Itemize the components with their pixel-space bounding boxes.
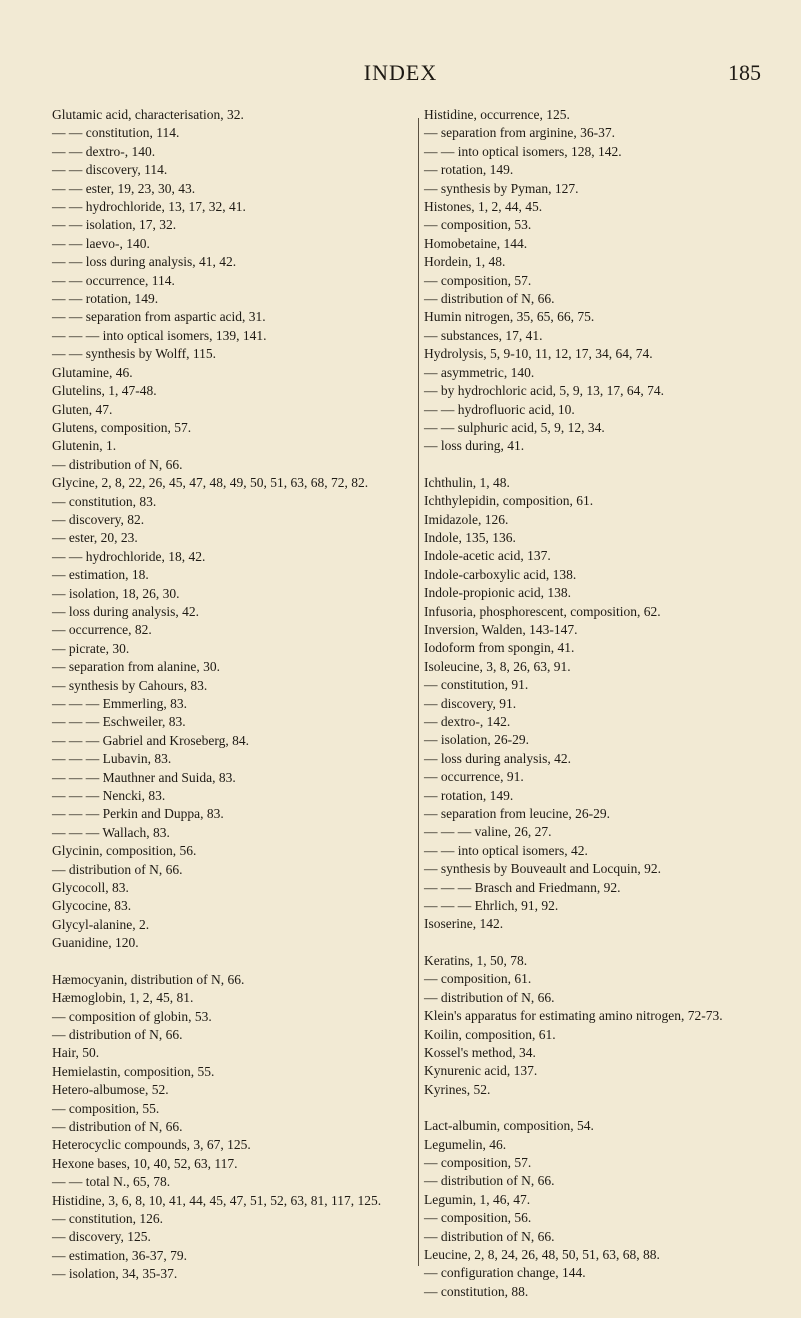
index-entry: Ichthulin, 1, 48. <box>424 474 510 490</box>
index-entry: Histidine, occurrence, 125. <box>424 107 570 122</box>
index-entry: — — — Wallach, 83. <box>52 824 170 840</box>
index-entry: — picrate, 30. <box>52 640 130 656</box>
index-entry: Legumelin, 46. <box>424 1136 507 1152</box>
index-entry: — — synthesis by Wolff, 115. <box>52 346 217 362</box>
index-entry: Iodoform from spongin, 41. <box>424 640 575 656</box>
index-entry: Imidazole, 126. <box>424 511 509 527</box>
index-entry: Indole-acetic acid, 137. <box>424 548 551 564</box>
index-entry: Isoleucine, 3, 8, 26, 63, 91. <box>424 658 571 674</box>
index-entry: Gluten, 47. <box>52 401 113 417</box>
index-entry: — occurrence, 91. <box>424 769 524 785</box>
index-entry: — isolation, 26-29. <box>424 732 529 748</box>
index-entry: — loss during analysis, 42. <box>424 750 571 766</box>
index-entry: Glutamine, 46. <box>52 364 133 380</box>
index-entry: — configuration change, 144. <box>424 1265 586 1281</box>
index-entry: Glutens, composition, 57. <box>52 419 192 435</box>
index-entry: — — — Lubavin, 83. <box>52 751 172 767</box>
index-entry: — synthesis by Cahours, 83. <box>52 677 208 693</box>
index-entry: — distribution of N, 66. <box>52 1026 183 1042</box>
index-entry: — rotation, 149. <box>424 162 514 178</box>
index-entry: — distribution of N, 66. <box>424 989 555 1005</box>
index-entry: Hetero-albumose, 52. <box>52 1082 169 1098</box>
index-entry: Infusoria, phosphorescent, composition, 62. <box>424 603 661 619</box>
index-entry: — — separation from aspartic acid, 31. <box>52 309 266 325</box>
index-entry: — synthesis by Bouveault and Locquin, 92. <box>424 861 661 877</box>
index-entry: Lact-albumin, composition, 54. <box>424 1118 594 1134</box>
index-entry: — asymmetric, 140. <box>424 364 535 380</box>
index-entry: — estimation, 36-37, 79. <box>52 1247 187 1263</box>
index-entry: Hair, 50. <box>52 1045 100 1061</box>
index-entry: — isolation, 34, 35-37. <box>52 1266 178 1282</box>
index-entry: — substances, 17, 41. <box>424 327 543 343</box>
index-entry: Guanidine, 120. <box>52 935 139 951</box>
index-entry: — — — Emmerling, 83. <box>52 696 187 711</box>
index-entry: Kossel's method, 34. <box>424 1044 536 1060</box>
index-entry: — constitution, 91. <box>424 677 529 693</box>
index-entry: — — constitution, 114. <box>52 125 180 141</box>
index-entry: — — rotation, 149. <box>52 291 159 307</box>
index-entry: Hexone bases, 10, 40, 52, 63, 117. <box>52 1155 238 1171</box>
index-entry: — composition, 57. <box>424 272 532 288</box>
index-entry: — separation from leucine, 26-29. <box>424 806 610 822</box>
index-entry: — — — Mauthner and Suida, 83. <box>52 769 236 785</box>
page-header <box>0 60 801 96</box>
index-entry: — — laevo-, 140. <box>52 235 150 251</box>
index-entry: — constitution, 126. <box>52 1210 163 1226</box>
index-entry: — — hydrochloride, 18, 42. <box>52 548 206 564</box>
index-entry: — — isolation, 17, 32. <box>52 217 177 233</box>
section-gap <box>424 1099 770 1117</box>
index-column-right <box>424 106 770 1301</box>
index-entry: Glycocine, 83. <box>52 898 132 914</box>
index-entry: — — sulphuric acid, 5, 9, 12, 34. <box>424 419 605 435</box>
index-entry: Glycyl-alanine, 2. <box>52 916 150 932</box>
index-entry: — composition, 56. <box>424 1210 532 1226</box>
index-entry: Ichthylepidin, composition, 61. <box>424 493 594 509</box>
index-entry: — composition, 53. <box>424 217 532 233</box>
index-entry: — discovery, 125. <box>52 1229 151 1245</box>
index-entry: — — hydrofluoric acid, 10. <box>424 401 575 417</box>
section-gap <box>424 934 770 952</box>
index-entry: Isoserine, 142. <box>424 916 504 932</box>
index-entry: — — loss during analysis, 41, 42. <box>52 254 237 270</box>
index-entry: — distribution of N, 66. <box>424 1173 555 1189</box>
index-entry: — discovery, 91. <box>424 695 517 711</box>
index-entry: Humin nitrogen, 35, 65, 66, 75. <box>424 309 595 325</box>
index-entry: Glycinin, composition, 56. <box>52 843 197 859</box>
section-gap <box>424 456 770 474</box>
index-entry: Glutelins, 1, 47-48. <box>52 383 157 399</box>
index-entry: — loss during, 41. <box>424 438 525 454</box>
index-entry: Kyrines, 52. <box>424 1081 491 1097</box>
index-entry: Inversion, Walden, 143-147. <box>424 621 578 637</box>
index-entry: — distribution of N, 66. <box>424 291 555 307</box>
index-entry: — — — Brasch and Friedmann, 92. <box>424 879 621 895</box>
index-entry: — — — Ehrlich, 91, 92. <box>424 898 559 914</box>
index-entry: — dextro-, 142. <box>424 714 511 729</box>
index-entry: Keratins, 1, 50, 78. <box>424 952 528 968</box>
index-entry: — separation from arginine, 36-37. <box>424 125 615 141</box>
page-number: 185 <box>728 60 761 85</box>
index-entry: — — total N., 65, 78. <box>52 1174 171 1190</box>
index-entry: Klein's apparatus for estimating amino nitrogen, 72-73. <box>424 1008 723 1024</box>
index-entry: Glycocoll, 83. <box>52 880 129 896</box>
index-entry: — loss during analysis, 42. <box>52 603 199 619</box>
index-entry: Hordein, 1, 48. <box>424 254 506 270</box>
index-entry: — — ester, 19, 23, 30, 43. <box>52 180 196 196</box>
index-entry: — distribution of N, 66. <box>52 861 183 877</box>
index-entry: Koilin, composition, 61. <box>424 1026 556 1042</box>
index-entry: — distribution of N, 66. <box>52 456 183 472</box>
index-entry: — rotation, 149. <box>424 787 514 803</box>
column-divider <box>418 118 419 1266</box>
section-gap <box>52 953 412 971</box>
index-entry: Hemielastin, composition, 55. <box>52 1063 215 1079</box>
index-entry: Indole-carboxylic acid, 138. <box>424 566 577 582</box>
index-column-left <box>52 106 412 1284</box>
index-entry: — — — Eschweiler, 83. <box>52 714 186 730</box>
index-entry: — distribution of N, 66. <box>52 1118 183 1134</box>
index-entry: — estimation, 18. <box>52 567 149 583</box>
index-entry: — distribution of N, 66. <box>424 1228 555 1244</box>
index-entry: Indole-propionic acid, 138. <box>424 585 571 601</box>
index-entry: — composition of globin, 53. <box>52 1008 212 1024</box>
index-entry: — — hydrochloride, 13, 17, 32, 41. <box>52 199 246 215</box>
index-entry: — constitution, 88. <box>424 1283 529 1299</box>
index-entry: Histones, 1, 2, 44, 45. <box>424 199 543 215</box>
index-entry: Glutenin, 1. <box>52 438 117 454</box>
index-entry: — separation from alanine, 30. <box>52 659 220 675</box>
index-entry: — — discovery, 114. <box>52 162 168 178</box>
index-entry: Leucine, 2, 8, 24, 26, 48, 50, 51, 63, 68, 88. <box>424 1246 660 1262</box>
index-entry: Glycine, 2, 8, 22, 26, 45, 47, 48, 49, 50, 51, 63, 68, 72, 82. <box>52 475 369 491</box>
index-entry: Hæmocyanin, distribution of N, 66. <box>52 971 245 987</box>
index-entry: — composition, 57. <box>424 1154 532 1170</box>
index-entry: — occurrence, 82. <box>52 622 152 638</box>
index-entry: — isolation, 18, 26, 30. <box>52 585 180 601</box>
running-title: INDEX <box>363 60 438 85</box>
index-entry: — composition, 55. <box>52 1100 160 1116</box>
index-entry: Hydrolysis, 5, 9-10, 11, 12, 17, 34, 64, 74. <box>424 346 653 362</box>
index-entry: — — — Nencki, 83. <box>52 788 166 804</box>
index-entry: Hæmoglobin, 1, 2, 45, 81. <box>52 990 194 1006</box>
index-entry: — constitution, 83. <box>52 493 157 509</box>
index-entry: — — dextro-, 140. <box>52 143 156 159</box>
index-entry: — — into optical isomers, 128, 142. <box>424 143 622 159</box>
index-entry: — — — valine, 26, 27. <box>424 824 552 840</box>
index-entry: Legumin, 1, 46, 47. <box>424 1191 531 1207</box>
index-entry: — — — Gabriel and Kroseberg, 84. <box>52 732 249 748</box>
index-entry: — ester, 20, 23. <box>52 530 138 546</box>
index-entry: — composition, 61. <box>424 971 532 987</box>
index-entry: — discovery, 82. <box>52 511 145 527</box>
index-entry: Glutamic acid, characterisation, 32. <box>52 107 244 122</box>
index-entry: — by hydrochloric acid, 5, 9, 13, 17, 64, 74. <box>424 383 664 399</box>
index-entry: Indole, 135, 136. <box>424 529 516 545</box>
index-entry: — — into optical isomers, 42. <box>424 842 588 858</box>
index-entry: Histidine, 3, 6, 8, 10, 41, 44, 45, 47, 51, 52, 63, 81, 117, 125. <box>52 1192 382 1208</box>
index-entry: Homobetaine, 144. <box>424 235 528 251</box>
index-entry: — synthesis by Pyman, 127. <box>424 180 579 196</box>
index-entry: Kynurenic acid, 137. <box>424 1063 538 1079</box>
index-entry: Heterocyclic compounds, 3, 67, 125. <box>52 1137 251 1153</box>
index-entry: — — — Perkin and Duppa, 83. <box>52 806 224 822</box>
index-entry: — — occurrence, 114. <box>52 272 175 288</box>
index-entry: — — — into optical isomers, 139, 141. <box>52 327 267 343</box>
